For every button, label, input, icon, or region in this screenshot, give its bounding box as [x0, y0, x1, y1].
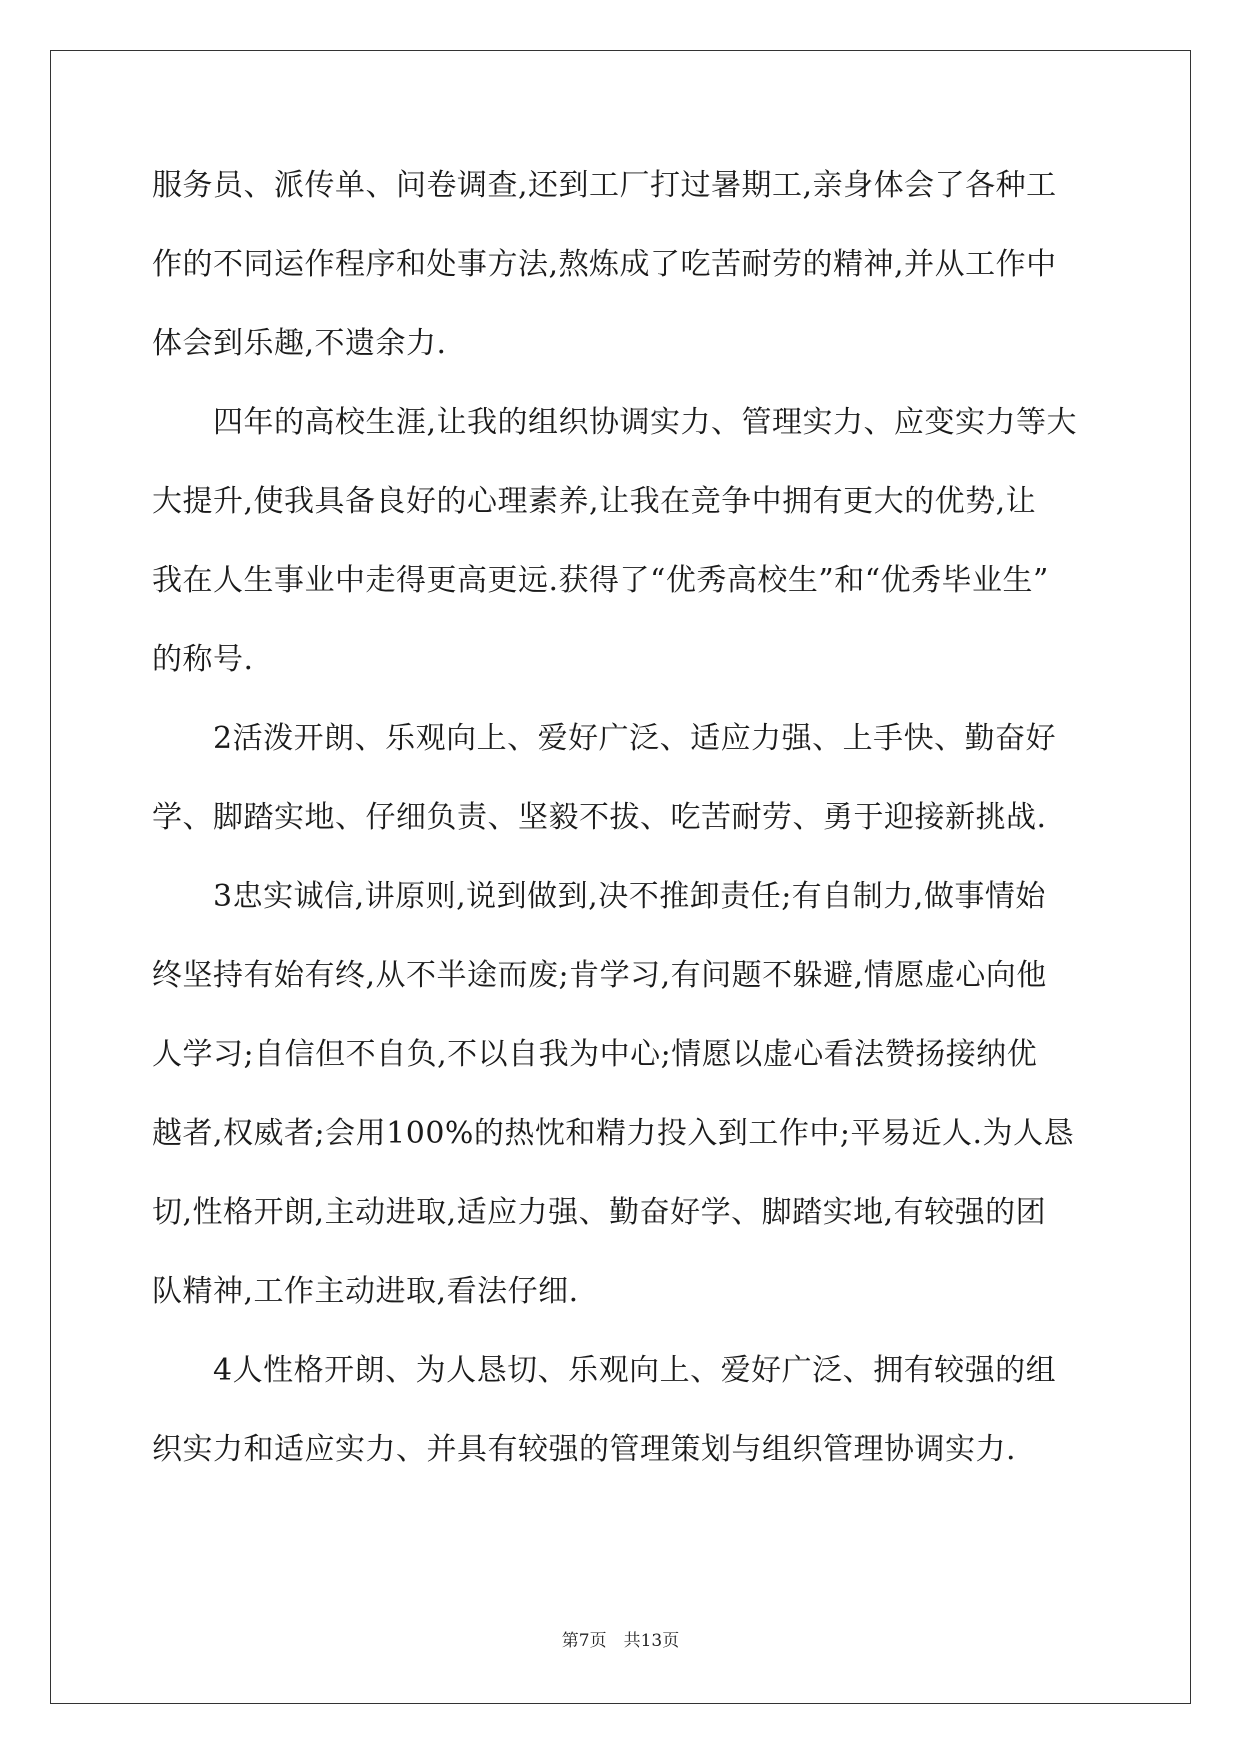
text-line: 3忠实诚信,讲原则,说到做到,决不推卸责任;有自制力,做事情始 [152, 879, 1046, 914]
text-line: 越者,权威者;会用100%的热忱和精力投入到工作中;平易近人.为人恳 [152, 1116, 1075, 1151]
paragraph-2 [152, 397, 1088, 713]
paragraph-1 [152, 160, 1088, 397]
document-body [152, 160, 1088, 1503]
text-line: 终坚持有始有终,从不半途而废;肯学习,有问题不躲避,情愿虚心向他 [152, 958, 1047, 993]
text-line: 作的不同运作程序和处事方法,熬炼成了吃苦耐劳的精神,并从工作中 [152, 247, 1057, 282]
text-line: 的称号. [152, 642, 254, 677]
paragraph-5 [152, 1345, 1088, 1503]
text-line: 织实力和适应实力、并具有较强的管理策划与组织管理协调实力. [152, 1432, 1017, 1467]
text-line: 队精神,工作主动进取,看法仔细. [152, 1274, 579, 1309]
text-line: 体会到乐趣,不遗余力. [152, 326, 447, 361]
text-line: 2活泼开朗、乐观向上、爱好广泛、适应力强、上手快、勤奋好 [152, 721, 1057, 756]
text-line: 服务员、派传单、问卷调查,还到工厂打过暑期工,亲身体会了各种工 [152, 168, 1057, 203]
text-line: 4人性格开朗、为人恳切、乐观向上、爱好广泛、拥有较强的组 [152, 1353, 1057, 1388]
paragraph-4 [152, 871, 1088, 1345]
paragraph-3 [152, 713, 1088, 871]
text-line: 大提升,使我具备良好的心理素养,让我在竞争中拥有更大的优势,让 [152, 484, 1037, 519]
page-number-footer: 第7页 共13页 [561, 1631, 680, 1651]
text-line: 四年的高校生涯,让我的组织协调实力、管理实力、应变实力等大 [152, 405, 1078, 440]
text-line: 人学习;自信但不自负,不以自我为中心;情愿以虚心看法赞扬接纳优 [152, 1037, 1038, 1072]
text-line: 切,性格开朗,主动进取,适应力强、勤奋好学、脚踏实地,有较强的团 [152, 1195, 1047, 1230]
text-line: 我在人生事业中走得更高更远.获得了“优秀高校生”和“优秀毕业生” [152, 563, 1049, 598]
text-line: 学、脚踏实地、仔细负责、坚毅不拔、吃苦耐劳、勇于迎接新挑战. [152, 800, 1047, 835]
